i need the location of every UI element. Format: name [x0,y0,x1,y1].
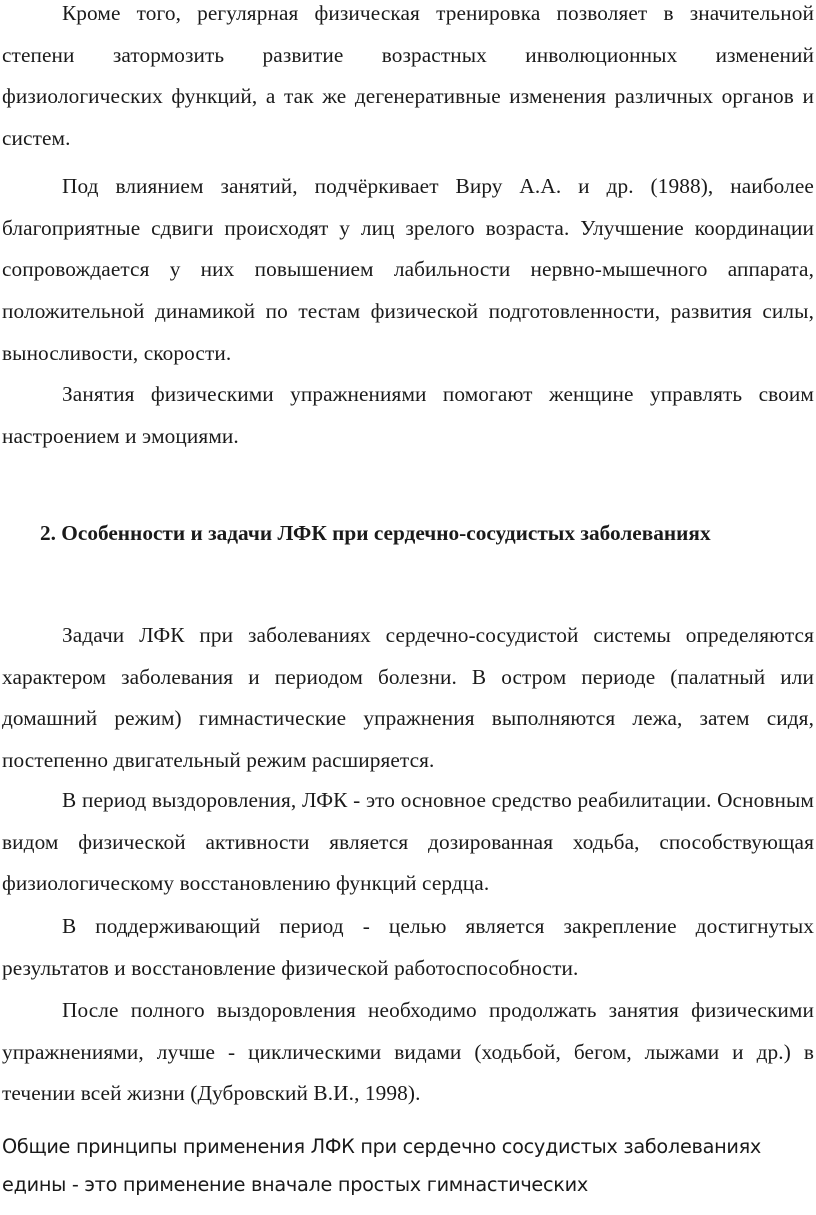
paragraph-after-recovery: После полного выздоровления необходимо продолжать занятия физическими упражнениями, лучше - циклическими видами (ходьбой, бегом, лыжами и др.) в течении всей жизни (Дубровский В.И., 1998). [2,998,814,1106]
section-heading: 2. Особенности и задачи ЛФК при сердечно-сосудистых заболеваниях [40,521,711,545]
paragraph-lfk-tasks: Задачи ЛФК при заболеваниях сердечно-сосудистой системы определяются характером заболевания и периодом болезни. В остром периоде (палатный или домашний режим) гимнастические упражнения выполняются лежа, затем сидя, постепенно двигательный режим расширяется. [2,623,814,773]
paragraph-general-principles: Общие принципы применения ЛФК при сердечно сосудистых заболеваниях едины - это применение вначале простых гимнастических [2,1135,762,1196]
paragraph-viru-study: Под влиянием занятий, подчёркивает Виру А.А. и др. (1988), наиболее благоприятные сдвиги происходят у лиц зрелого возраста. Улучшение координации сопровождается у них повышением лабильности нервно-мышечного аппарата, положительной динамикой по тестам физической подготовленности, развития силы, выносливости, скорости. [2,174,814,365]
paragraph-aging-changes: Кроме того, регулярная физическая тренировка позволяет в значительной степени затормозить развитие возрастных инволюционных изменений физиологических функций, а так же дегенеративные изменения различных органов и систем. [2,1,814,151]
paragraph-recovery-period: В период выздоровления, ЛФК - это основное средство реабилитации. Основным видом физической активности является дозированная ходьба, способствующая физиологическому восстановлению функций сердца. [2,788,814,896]
paragraph-mood-emotions: Занятия физическими упражнениями помогают женщине управлять своим настроением и эмоциями. [2,382,814,448]
paragraph-maintenance-period: В поддерживающий период - целью является закрепление достигнутых результатов и восстановление физической работоспособности. [2,914,814,980]
